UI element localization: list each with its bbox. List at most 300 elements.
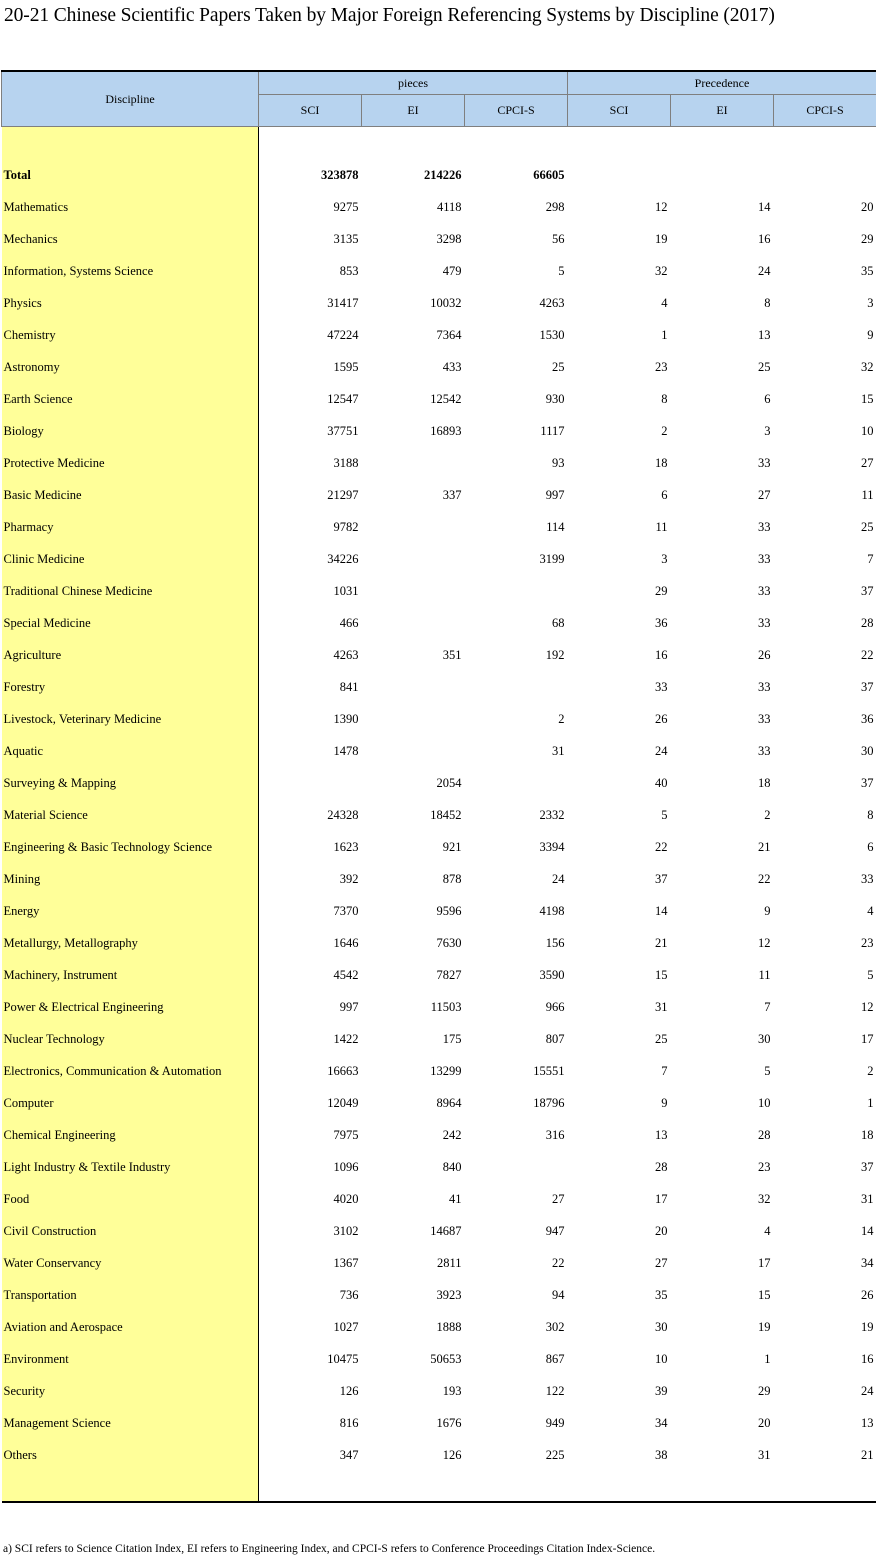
ei-pieces-cell: 9596 <box>436 903 462 918</box>
discipline-cell: Civil Construction <box>2 1215 259 1247</box>
ei-precedence-cell: 10 <box>758 1095 771 1110</box>
sci-pieces-header: SCI <box>259 95 362 127</box>
table-row <box>2 383 876 415</box>
sci-precedence-cell: 9 <box>661 1095 668 1110</box>
discipline-cell: Basic Medicine <box>2 479 259 511</box>
ei-precedence-cell: 30 <box>758 1031 771 1046</box>
sci-pieces-cell: 1595 <box>333 359 359 374</box>
table-row <box>2 1247 876 1279</box>
ei-pieces-header: EI <box>362 95 465 127</box>
table-row <box>2 639 876 671</box>
ei-pieces-cell <box>362 607 465 639</box>
cpci-precedence-cell: 8 <box>867 807 874 822</box>
table-row <box>2 1119 876 1151</box>
sci-pieces-cell: 10475 <box>327 1351 359 1366</box>
ei-pieces-cell: 50653 <box>430 1351 462 1366</box>
cpci-precedence-cell: 12 <box>861 999 874 1014</box>
sci-pieces-cell: 997 <box>339 999 359 1014</box>
sci-pieces-cell: 12049 <box>327 1095 359 1110</box>
cpci-precedence-cell: 19 <box>861 1319 874 1334</box>
sci-precedence-cell: 16 <box>655 647 668 662</box>
table-row <box>2 1343 876 1375</box>
cpci-precedence-cell: 28 <box>861 615 874 630</box>
table-row <box>2 1311 876 1343</box>
ei-precedence-cell: 31 <box>758 1447 771 1462</box>
table-row <box>2 1183 876 1215</box>
total-cpci: 66605 <box>533 167 565 182</box>
sci-pieces-cell: 3188 <box>333 455 359 470</box>
cpci-precedence-cell: 13 <box>861 1415 874 1430</box>
ei-precedence-cell: 4 <box>764 1223 771 1238</box>
cpci-precedence-cell: 26 <box>861 1287 874 1302</box>
sci-pieces-cell: 1623 <box>333 839 359 854</box>
ei-pieces-cell: 12542 <box>430 391 462 406</box>
ei-pieces-cell: 14687 <box>430 1223 462 1238</box>
discipline-cell: Biology <box>2 415 259 447</box>
sci-precedence-cell: 1 <box>661 327 668 342</box>
ei-precedence-cell: 18 <box>758 775 771 790</box>
discipline-cell: Management Science <box>2 1407 259 1439</box>
cpci-precedence-cell: 37 <box>861 583 874 598</box>
discipline-cell: Energy <box>2 895 259 927</box>
discipline-cell: Security <box>2 1375 259 1407</box>
table-row <box>2 1087 876 1119</box>
sci-precedence-cell: 25 <box>655 1031 668 1046</box>
discipline-cell: Chemistry <box>2 319 259 351</box>
discipline-cell: Protective Medicine <box>2 447 259 479</box>
cpci-pieces-cell: 156 <box>545 935 565 950</box>
sci-precedence-cell: 21 <box>655 935 668 950</box>
cpci-pieces-cell: 3590 <box>539 967 565 982</box>
cpci-pieces-cell: 930 <box>545 391 565 406</box>
ei-pieces-cell: 41 <box>449 1191 462 1206</box>
sci-pieces-cell: 1027 <box>333 1319 359 1334</box>
sci-precedence-cell: 13 <box>655 1127 668 1142</box>
ei-pieces-cell: 878 <box>442 871 462 886</box>
ei-precedence-cell: 24 <box>758 263 771 278</box>
cpci-precedence-cell: 37 <box>861 775 874 790</box>
table-row <box>2 191 876 223</box>
sci-pieces-cell: 16663 <box>327 1063 359 1078</box>
discipline-cell: Mechanics <box>2 223 259 255</box>
discipline-cell: Nuclear Technology <box>2 1023 259 1055</box>
sci-precedence-cell: 6 <box>661 487 668 502</box>
cpci-pieces-cell: 298 <box>545 199 565 214</box>
sci-pieces-cell: 1096 <box>333 1159 359 1174</box>
ei-precedence-cell: 22 <box>758 871 771 886</box>
sci-pieces-cell: 1390 <box>333 711 359 726</box>
discipline-cell: Information, Systems Science <box>2 255 259 287</box>
bottom-spacer-row <box>2 1471 876 1502</box>
cpci-pieces-cell: 947 <box>545 1223 565 1238</box>
sci-pieces-cell: 1478 <box>333 743 359 758</box>
cpci-pieces-cell: 122 <box>545 1383 565 1398</box>
ei-precedence-cell: 33 <box>758 519 771 534</box>
sci-precedence-cell: 5 <box>661 807 668 822</box>
ei-pieces-cell: 2811 <box>436 1255 462 1270</box>
cpci-pieces-cell: 966 <box>545 999 565 1014</box>
ei-pieces-cell <box>362 735 465 767</box>
table-row <box>2 287 876 319</box>
sci-pieces-cell: 21297 <box>327 487 359 502</box>
ei-precedence-cell: 29 <box>758 1383 771 1398</box>
sci-precedence-cell: 31 <box>655 999 668 1014</box>
table-row <box>2 1151 876 1183</box>
ei-precedence-cell: 33 <box>758 615 771 630</box>
sci-precedence-cell: 17 <box>655 1191 668 1206</box>
cpci-pieces-cell: 1530 <box>539 327 565 342</box>
ei-pieces-cell: 193 <box>442 1383 462 1398</box>
sci-pieces-cell: 47224 <box>327 327 359 342</box>
ei-pieces-cell: 242 <box>442 1127 462 1142</box>
sci-precedence-cell: 8 <box>661 391 668 406</box>
pieces-group-header: pieces <box>259 71 568 95</box>
discipline-cell: Pharmacy <box>2 511 259 543</box>
ei-precedence-cell: 25 <box>758 359 771 374</box>
ei-pieces-cell: 1888 <box>436 1319 462 1334</box>
ei-precedence-cell: 33 <box>758 551 771 566</box>
table-row <box>2 1215 876 1247</box>
discipline-cell: Aquatic <box>2 735 259 767</box>
table-row <box>2 479 876 511</box>
ei-precedence-cell: 28 <box>758 1127 771 1142</box>
table-row <box>2 607 876 639</box>
discipline-cell: Light Industry & Textile Industry <box>2 1151 259 1183</box>
cpci-pieces-cell: 949 <box>545 1415 565 1430</box>
page-title: 20-21 Chinese Scientific Papers Taken by Major Foreign Referencing Systems by Discipline (2017) <box>4 5 775 26</box>
discipline-cell: Metallurgy, Metallography <box>2 927 259 959</box>
cpci-pieces-cell: 25 <box>552 359 565 374</box>
cpci-pieces-cell: 807 <box>545 1031 565 1046</box>
ei-precedence-cell: 7 <box>764 999 771 1014</box>
ei-pieces-cell: 13299 <box>430 1063 462 1078</box>
table-row <box>2 671 876 703</box>
cpci-pieces-cell: 2332 <box>539 807 565 822</box>
cpci-precedence-cell: 4 <box>867 903 874 918</box>
discipline-cell: Aviation and Aerospace <box>2 1311 259 1343</box>
ei-pieces-cell: 10032 <box>430 295 462 310</box>
table-row <box>2 831 876 863</box>
cpci-pieces-cell: 2 <box>558 711 565 726</box>
sci-precedence-cell: 37 <box>655 871 668 886</box>
sci-pieces-cell: 4542 <box>333 967 359 982</box>
sci-pieces-cell: 7370 <box>333 903 359 918</box>
discipline-cell: Mathematics <box>2 191 259 223</box>
sci-pieces-cell: 853 <box>339 263 359 278</box>
sci-pieces-cell <box>259 767 362 799</box>
cpci-pieces-cell: 18796 <box>533 1095 565 1110</box>
cpci-precedence-cell: 30 <box>861 743 874 758</box>
sci-precedence-cell: 36 <box>655 615 668 630</box>
discipline-cell: Special Medicine <box>2 607 259 639</box>
discipline-cell: Earth Science <box>2 383 259 415</box>
ei-pieces-cell: 4118 <box>436 199 462 214</box>
cpci-pieces-cell: 316 <box>545 1127 565 1142</box>
footnote: a) SCI refers to Science Citation Index, EI refers to Engineering Index, and CPCI-S refers to Conference Proceedings Citation Index-Science. <box>3 1543 656 1555</box>
cpci-precedence-cell: 15 <box>861 391 874 406</box>
sci-pieces-cell: 1422 <box>333 1031 359 1046</box>
cpci-precedence-cell: 36 <box>861 711 874 726</box>
table-row <box>2 799 876 831</box>
discipline-cell: Environment <box>2 1343 259 1375</box>
ei-precedence-cell: 5 <box>764 1063 771 1078</box>
ei-pieces-cell: 3923 <box>436 1287 462 1302</box>
cpci-pieces-cell: 302 <box>545 1319 565 1334</box>
cpci-precedence-cell: 6 <box>867 839 874 854</box>
ei-precedence-cell: 23 <box>758 1159 771 1174</box>
discipline-cell: Chemical Engineering <box>2 1119 259 1151</box>
discipline-cell: Astronomy <box>2 351 259 383</box>
ei-pieces-cell: 7827 <box>436 967 462 982</box>
ei-pieces-cell: 16893 <box>430 423 462 438</box>
ei-pieces-cell: 8964 <box>436 1095 462 1110</box>
discipline-cell: Mining <box>2 863 259 895</box>
table-row <box>2 959 876 991</box>
ei-precedence-cell: 14 <box>758 199 771 214</box>
cpci-pieces-cell <box>465 767 568 799</box>
ei-precedence-cell: 6 <box>764 391 771 406</box>
sci-pieces-cell: 126 <box>339 1383 359 1398</box>
table-row <box>2 447 876 479</box>
cpci-precedence-cell: 3 <box>867 295 874 310</box>
sci-pieces-cell: 3135 <box>333 231 359 246</box>
discipline-cell: Power & Electrical Engineering <box>2 991 259 1023</box>
ei-precedence-cell: 9 <box>764 903 771 918</box>
sci-precedence-header: SCI <box>568 95 671 127</box>
sci-precedence-cell: 23 <box>655 359 668 374</box>
sci-precedence-cell: 20 <box>655 1223 668 1238</box>
sci-pieces-cell: 816 <box>339 1415 359 1430</box>
table-row <box>2 575 876 607</box>
sci-precedence-cell: 35 <box>655 1287 668 1302</box>
total-sci: 323878 <box>321 167 359 182</box>
ei-precedence-cell: 13 <box>758 327 771 342</box>
sci-precedence-cell: 7 <box>661 1063 668 1078</box>
ei-pieces-cell: 11503 <box>430 999 462 1014</box>
sci-precedence-cell: 18 <box>655 455 668 470</box>
table-row <box>2 1055 876 1087</box>
sci-precedence-cell: 14 <box>655 903 668 918</box>
cpci-pieces-cell: 192 <box>545 647 565 662</box>
precedence-group-header: Precedence <box>568 71 876 95</box>
sci-pieces-cell: 12547 <box>327 391 359 406</box>
table-row <box>2 319 876 351</box>
sci-precedence-cell: 39 <box>655 1383 668 1398</box>
cpci-pieces-cell: 3394 <box>539 839 565 854</box>
sci-pieces-cell: 4263 <box>333 647 359 662</box>
cpci-pieces-cell: 867 <box>545 1351 565 1366</box>
cpci-precedence-cell: 17 <box>861 1031 874 1046</box>
sci-pieces-cell: 347 <box>339 1447 359 1462</box>
ei-precedence-cell: 2 <box>764 807 771 822</box>
cpci-pieces-cell: 31 <box>552 743 565 758</box>
ei-pieces-cell: 433 <box>442 359 462 374</box>
cpci-precedence-cell: 23 <box>861 935 874 950</box>
sci-pieces-cell: 466 <box>339 615 359 630</box>
table-row <box>2 1279 876 1311</box>
ei-pieces-cell: 1676 <box>436 1415 462 1430</box>
cpci-pieces-cell: 4263 <box>539 295 565 310</box>
cpci-precedence-cell: 27 <box>861 455 874 470</box>
ei-pieces-cell <box>362 543 465 575</box>
cpci-precedence-cell: 35 <box>861 263 874 278</box>
cpci-precedence-cell: 37 <box>861 679 874 694</box>
cpci-pieces-cell: 5 <box>558 263 565 278</box>
cpci-precedence-cell: 10 <box>861 423 874 438</box>
sci-precedence-cell: 19 <box>655 231 668 246</box>
spacer-row <box>2 127 876 160</box>
ei-precedence-cell: 33 <box>758 679 771 694</box>
sci-pieces-cell: 7975 <box>333 1127 359 1142</box>
discipline-cell: Food <box>2 1183 259 1215</box>
sci-precedence-cell: 38 <box>655 1447 668 1462</box>
ei-pieces-cell <box>362 511 465 543</box>
sci-pieces-cell: 34226 <box>327 551 359 566</box>
ei-precedence-cell: 33 <box>758 583 771 598</box>
cpci-pieces-cell: 24 <box>552 871 565 886</box>
cpci-precedence-cell: 32 <box>861 359 874 374</box>
sci-pieces-cell: 37751 <box>327 423 359 438</box>
discipline-cell: Livestock, Veterinary Medicine <box>2 703 259 735</box>
cpci-precedence-cell: 11 <box>861 487 874 502</box>
ei-pieces-cell: 7364 <box>436 327 462 342</box>
discipline-cell: Traditional Chinese Medicine <box>2 575 259 607</box>
ei-pieces-cell: 126 <box>442 1447 462 1462</box>
cpci-pieces-cell: 114 <box>546 519 565 534</box>
cpci-pieces-cell <box>465 1151 568 1183</box>
cpci-precedence-cell: 22 <box>861 647 874 662</box>
table-row <box>2 415 876 447</box>
table-row <box>2 351 876 383</box>
cpci-pieces-cell <box>465 575 568 607</box>
cpci-pieces-cell <box>465 671 568 703</box>
cpci-pieces-cell: 68 <box>552 615 565 630</box>
ei-precedence-cell: 1 <box>764 1351 771 1366</box>
discipline-cell: Others <box>2 1439 259 1471</box>
sci-precedence-cell: 4 <box>661 295 668 310</box>
ei-precedence-cell: 20 <box>758 1415 771 1430</box>
discipline-cell: Engineering & Basic Technology Science <box>2 831 259 863</box>
ei-precedence-cell: 12 <box>758 935 771 950</box>
ei-precedence-cell: 33 <box>758 743 771 758</box>
cpci-pieces-cell: 15551 <box>533 1063 565 1078</box>
discipline-cell: Transportation <box>2 1279 259 1311</box>
ei-pieces-cell: 175 <box>442 1031 462 1046</box>
ei-precedence-cell: 33 <box>758 711 771 726</box>
discipline-cell: Computer <box>2 1087 259 1119</box>
sci-precedence-cell: 15 <box>655 967 668 982</box>
sci-pieces-cell: 1031 <box>333 583 359 598</box>
ei-pieces-cell <box>362 447 465 479</box>
ei-pieces-cell: 921 <box>442 839 462 854</box>
ei-precedence-cell: 19 <box>758 1319 771 1334</box>
sci-pieces-cell: 841 <box>339 679 359 694</box>
data-table-container <box>1 70 876 1503</box>
sci-precedence-cell: 22 <box>655 839 668 854</box>
sci-precedence-cell: 11 <box>655 519 668 534</box>
discipline-cell: Agriculture <box>2 639 259 671</box>
data-table <box>1 70 876 1503</box>
cpci-pieces-cell: 225 <box>545 1447 565 1462</box>
discipline-cell: Electronics, Communication & Automation <box>2 1055 259 1087</box>
table-header <box>2 71 876 127</box>
table-row <box>2 735 876 767</box>
sci-precedence-cell: 24 <box>655 743 668 758</box>
discipline-cell: Forestry <box>2 671 259 703</box>
discipline-cell: Machinery, Instrument <box>2 959 259 991</box>
sci-pieces-cell: 736 <box>339 1287 359 1302</box>
cpci-precedence-header: CPCI-S <box>774 95 876 127</box>
table-row <box>2 991 876 1023</box>
discipline-cell: Physics <box>2 287 259 319</box>
table-row <box>2 767 876 799</box>
sci-precedence-cell: 10 <box>655 1351 668 1366</box>
total-label: Total <box>2 159 259 191</box>
sci-precedence-cell: 26 <box>655 711 668 726</box>
cpci-pieces-cell: 27 <box>552 1191 565 1206</box>
cpci-precedence-cell: 2 <box>867 1063 874 1078</box>
discipline-cell: Water Conservancy <box>2 1247 259 1279</box>
table-row <box>2 1375 876 1407</box>
cpci-precedence-cell: 14 <box>861 1223 874 1238</box>
cpci-pieces-cell: 3199 <box>539 551 565 566</box>
sci-precedence-cell: 2 <box>661 423 668 438</box>
ei-precedence-cell: 15 <box>758 1287 771 1302</box>
sci-precedence-cell: 30 <box>655 1319 668 1334</box>
sci-precedence-cell: 12 <box>655 199 668 214</box>
cpci-precedence-cell: 7 <box>867 551 874 566</box>
ei-pieces-cell <box>362 575 465 607</box>
ei-pieces-cell <box>362 703 465 735</box>
table-row <box>2 1023 876 1055</box>
cpci-precedence-cell: 20 <box>861 199 874 214</box>
cpci-precedence-cell: 1 <box>867 1095 874 1110</box>
ei-precedence-cell: 17 <box>758 1255 771 1270</box>
table-row <box>2 1439 876 1471</box>
table-row <box>2 255 876 287</box>
ei-precedence-header: EI <box>671 95 774 127</box>
discipline-cell: Material Science <box>2 799 259 831</box>
cpci-pieces-cell: 94 <box>552 1287 565 1302</box>
table-row <box>2 927 876 959</box>
discipline-cell: Clinic Medicine <box>2 543 259 575</box>
table-body <box>2 127 876 1503</box>
table-row <box>2 511 876 543</box>
ei-precedence-cell: 26 <box>758 647 771 662</box>
cpci-precedence-cell: 16 <box>861 1351 874 1366</box>
sci-precedence-cell: 28 <box>655 1159 668 1174</box>
sci-pieces-cell: 1646 <box>333 935 359 950</box>
ei-pieces-cell: 3298 <box>436 231 462 246</box>
ei-pieces-cell: 7630 <box>436 935 462 950</box>
sci-pieces-cell: 4020 <box>333 1191 359 1206</box>
sci-precedence-cell: 40 <box>655 775 668 790</box>
total-ei: 214226 <box>424 167 462 182</box>
sci-pieces-cell: 24328 <box>327 807 359 822</box>
sci-pieces-cell: 3102 <box>333 1223 359 1238</box>
ei-pieces-cell: 840 <box>442 1159 462 1174</box>
cpci-precedence-cell: 31 <box>861 1191 874 1206</box>
sci-precedence-cell: 32 <box>655 263 668 278</box>
ei-precedence-cell: 33 <box>758 455 771 470</box>
sci-precedence-cell: 3 <box>661 551 668 566</box>
cpci-precedence-cell: 18 <box>861 1127 874 1142</box>
table-row <box>2 863 876 895</box>
table-row <box>2 1407 876 1439</box>
discipline-cell: Surveying & Mapping <box>2 767 259 799</box>
ei-precedence-cell: 3 <box>764 423 771 438</box>
sci-pieces-cell: 9782 <box>333 519 359 534</box>
